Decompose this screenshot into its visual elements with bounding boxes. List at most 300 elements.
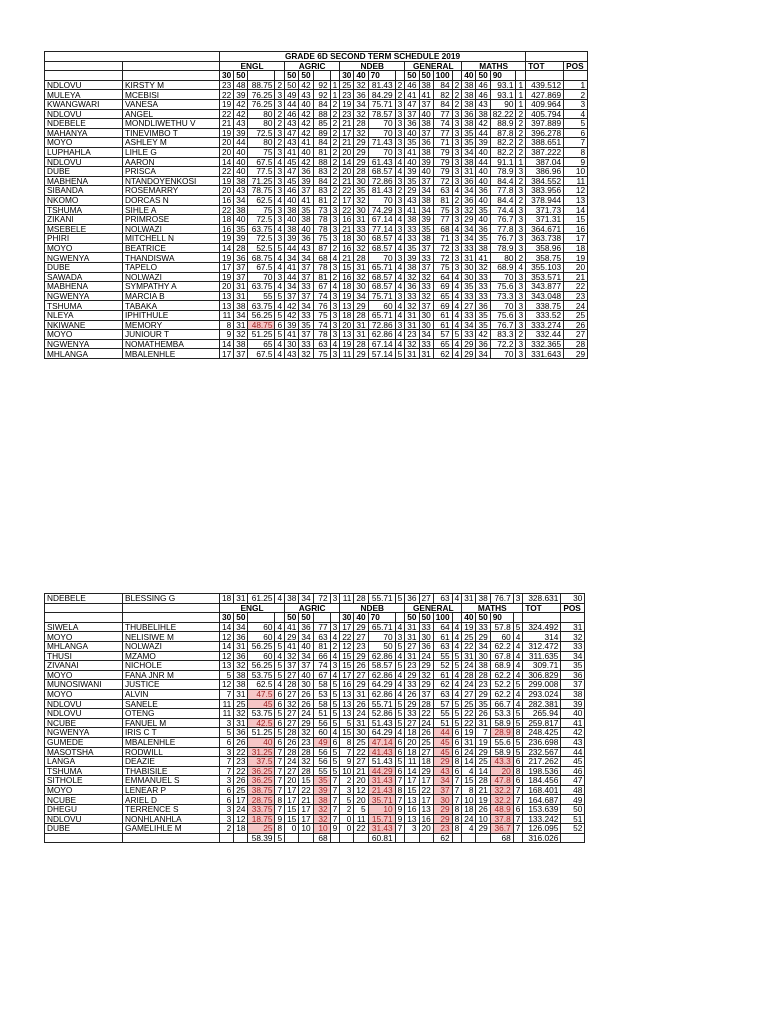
mark-cell: 3: [220, 776, 234, 786]
mark-cell: 37: [299, 272, 313, 282]
mark-cell: 31: [354, 215, 368, 225]
total-cell: 331.643: [526, 349, 564, 359]
position-cell: 18: [564, 243, 588, 253]
mark-cell: 25: [462, 699, 476, 709]
mark-cell: 0: [340, 814, 354, 824]
mark-cell: 88: [313, 157, 330, 167]
mark-cell: 31: [419, 349, 433, 359]
mark-cell: 27: [462, 301, 476, 311]
mark-cell: 75.71: [368, 99, 395, 109]
mark-cell: 4: [275, 622, 285, 632]
total-cell: 364.671: [526, 224, 564, 234]
mark-cell: 4: [452, 301, 462, 311]
tot-header: TOT: [523, 603, 561, 613]
mark-cell: 27: [419, 594, 433, 604]
mark-cell: 38: [299, 215, 313, 225]
surname-cell: NCUBE: [45, 795, 123, 805]
subject-header: NDEB: [340, 603, 405, 613]
spacer-cell: [45, 61, 123, 71]
mark-cell: 18: [234, 824, 248, 834]
total-cell: 293.024: [523, 689, 561, 699]
mark-cell: 62.5: [248, 195, 275, 205]
mark-cell: 4: [513, 651, 523, 661]
schedule-table-top: [44, 51, 588, 359]
subject-header: GENERAL: [405, 61, 462, 71]
mark-cell: 74: [433, 119, 452, 129]
position-cell: 34: [561, 651, 585, 661]
mark-cell: 31: [354, 718, 368, 728]
total-cell: 355.103: [526, 263, 564, 273]
mark-cell: 6: [330, 737, 340, 747]
mark-cell: 27: [285, 718, 299, 728]
max-mark-cell: 40: [462, 71, 476, 81]
mark-cell: 8: [452, 824, 462, 834]
table-row: [45, 147, 588, 157]
mark-cell: 3: [516, 301, 526, 311]
mark-cell: 63: [313, 339, 330, 349]
mark-cell: 44: [234, 138, 248, 148]
mark-cell: 48.9: [490, 805, 513, 815]
surname-cell: MOYO: [45, 670, 123, 680]
mark-cell: 4: [452, 632, 462, 642]
mark-cell: 6: [395, 747, 405, 757]
mark-cell: 3: [330, 291, 340, 301]
mark-cell: 5: [275, 311, 285, 321]
surname-cell: ZIVANAI: [45, 661, 123, 671]
mark-cell: 36: [476, 339, 490, 349]
mark-cell: 71.25: [248, 176, 275, 186]
max-mark-cell: 50: [419, 613, 433, 623]
position-cell: 51: [561, 814, 585, 824]
mark-cell: 36: [234, 632, 248, 642]
mark-cell: 30: [462, 272, 476, 282]
mark-cell: 25: [419, 737, 433, 747]
mark-cell: 40: [285, 215, 299, 225]
mark-cell: 22: [234, 766, 248, 776]
mark-cell: 60: [490, 632, 513, 642]
mark-cell: 4: [395, 272, 405, 282]
mark-cell: 6: [452, 766, 462, 776]
mark-cell: 40: [476, 195, 490, 205]
mark-cell: 39: [419, 215, 433, 225]
position-cell: 23: [564, 291, 588, 301]
table-row: [45, 824, 585, 834]
mark-cell: 2: [516, 119, 526, 129]
mark-cell: 17: [340, 195, 354, 205]
mark-cell: 5: [275, 641, 285, 651]
mark-cell: 47: [285, 167, 299, 177]
mark-cell: 50: [368, 641, 395, 651]
total-cell: 363.738: [526, 234, 564, 244]
mark-cell: 51.43: [368, 718, 395, 728]
first-name-cell: MONDLIWETHU V: [123, 119, 220, 129]
mark-cell: 81: [313, 147, 330, 157]
first-name-cell: SYMPATHY A: [123, 282, 220, 292]
position-cell: 9: [564, 157, 588, 167]
first-name-cell: PRIMROSE: [123, 215, 220, 225]
mark-cell: 34: [354, 99, 368, 109]
position-cell: 45: [561, 757, 585, 767]
mark-cell: 21: [340, 119, 354, 129]
max-mark-cell: [248, 71, 275, 81]
mark-cell: 41: [405, 90, 419, 100]
mark-cell: 14: [340, 157, 354, 167]
mark-cell: 41: [419, 90, 433, 100]
mark-cell: 22: [220, 90, 234, 100]
surname-cell: NCUBE: [45, 718, 123, 728]
mark-cell: 28: [462, 670, 476, 680]
mark-cell: 34: [419, 330, 433, 340]
mark-cell: 3: [330, 215, 340, 225]
position-cell: 50: [561, 805, 585, 815]
mark-cell: 38: [419, 234, 433, 244]
mark-cell: 40: [234, 167, 248, 177]
first-name-cell: DEAZIE: [123, 757, 220, 767]
mark-cell: 31: [234, 689, 248, 699]
mark-cell: 7: [330, 795, 340, 805]
subject-header-row: [45, 603, 585, 613]
max-mark-cell: 30: [220, 71, 234, 81]
mark-cell: 7: [220, 757, 234, 767]
mark-cell: 71: [433, 138, 452, 148]
mark-cell: 6: [275, 737, 285, 747]
mark-cell: 4: [395, 234, 405, 244]
mark-cell: 34: [419, 205, 433, 215]
subject-header-row: [45, 61, 588, 71]
mark-cell: 43: [433, 766, 452, 776]
mark-cell: 3: [452, 253, 462, 263]
mark-cell: 16: [340, 215, 354, 225]
mark-cell: 20: [220, 186, 234, 196]
mark-cell: 33: [405, 680, 419, 690]
mark-cell: 32: [405, 301, 419, 311]
mark-cell: 76.7: [490, 594, 513, 604]
mark-cell: 38: [476, 594, 490, 604]
mark-cell: 40: [419, 167, 433, 177]
surname-cell: MOYO: [45, 243, 123, 253]
position-cell: 30: [561, 594, 585, 604]
mark-cell: 19: [220, 272, 234, 282]
table-row: [45, 747, 585, 757]
mark-cell: 32: [313, 814, 330, 824]
mark-cell: 2: [452, 80, 462, 90]
mark-cell: 71: [433, 234, 452, 244]
mark-cell: 24: [234, 805, 248, 815]
total-cell: 198.536: [523, 766, 561, 776]
mark-cell: 4: [395, 215, 405, 225]
mark-cell: 7: [330, 805, 340, 815]
mark-cell: 83: [313, 167, 330, 177]
mark-cell: 55.6: [490, 737, 513, 747]
mark-cell: 62: [433, 833, 452, 843]
first-name-cell: JUSTICE: [123, 680, 220, 690]
mark-cell: 14: [220, 243, 234, 253]
mark-cell: 4: [275, 680, 285, 690]
mark-cell: 37.5: [248, 757, 275, 767]
mark-cell: 42: [285, 311, 299, 321]
mark-cell: 32: [299, 757, 313, 767]
table-row: [45, 776, 585, 786]
mark-cell: 32: [405, 339, 419, 349]
mark-cell: 32: [313, 805, 330, 815]
mark-cell: 34: [234, 195, 248, 205]
mark-cell: 2: [330, 147, 340, 157]
mark-cell: 26: [354, 661, 368, 671]
position-cell: 29: [564, 349, 588, 359]
table-row: [45, 594, 585, 604]
mark-cell: 36: [462, 195, 476, 205]
mark-cell: 32: [285, 651, 299, 661]
mark-cell: 41: [285, 641, 299, 651]
mark-cell: 5: [330, 718, 340, 728]
max-mark-cell: 40: [462, 613, 476, 623]
mark-cell: 3: [513, 594, 523, 604]
mark-cell: 7: [275, 785, 285, 795]
table-row: [45, 282, 588, 292]
mark-cell: 33: [354, 224, 368, 234]
mark-cell: 8: [452, 757, 462, 767]
mark-cell: 35: [299, 205, 313, 215]
mark-cell: 65: [433, 291, 452, 301]
mark-cell: 20: [490, 766, 513, 776]
mark-cell: 37: [419, 243, 433, 253]
mark-cell: 3: [275, 90, 285, 100]
spacer-cell: [564, 71, 588, 81]
mark-cell: 3: [452, 243, 462, 253]
subject-header: ENGL: [220, 61, 285, 71]
surname-cell: [45, 833, 123, 843]
mark-cell: 57: [433, 330, 452, 340]
mark-cell: 31: [405, 651, 419, 661]
mark-cell: 45: [433, 747, 452, 757]
mark-cell: 20: [220, 138, 234, 148]
max-mark-cell: 90: [490, 613, 513, 623]
mark-cell: 79: [433, 147, 452, 157]
mark-cell: 2: [275, 119, 285, 129]
mark-cell: 31: [405, 632, 419, 642]
surname-cell: THUSI: [45, 651, 123, 661]
position-cell: 43: [561, 737, 585, 747]
first-name-cell: KIRSTY M: [123, 80, 220, 90]
mark-cell: 27: [354, 757, 368, 767]
mark-cell: 2: [330, 128, 340, 138]
position-cell: 12: [564, 186, 588, 196]
mark-cell: 68.75: [248, 253, 275, 263]
mark-cell: 39: [234, 234, 248, 244]
surname-cell: MABHENA: [45, 176, 123, 186]
mark-cell: 23: [476, 680, 490, 690]
mark-cell: 7: [330, 785, 340, 795]
mark-cell: 62.5: [248, 680, 275, 690]
position-cell: 48: [561, 785, 585, 795]
mark-cell: 11: [220, 311, 234, 321]
mark-cell: 15.71: [368, 814, 395, 824]
mark-cell: 4: [330, 339, 340, 349]
mark-cell: 62.2: [490, 641, 513, 651]
mark-cell: 35: [476, 311, 490, 321]
position-cell: 27: [564, 330, 588, 340]
mark-cell: 7: [275, 766, 285, 776]
mark-cell: 42: [285, 301, 299, 311]
total-cell: 343.048: [526, 291, 564, 301]
mark-cell: 31: [354, 330, 368, 340]
first-name-cell: THUBELIHLE: [123, 622, 220, 632]
mark-cell: 51: [433, 718, 452, 728]
mark-cell: 5: [275, 833, 285, 843]
mark-cell: 13: [340, 709, 354, 719]
mark-cell: 40: [234, 157, 248, 167]
mark-cell: [405, 833, 419, 843]
mark-cell: 26: [419, 728, 433, 738]
mark-cell: 32: [354, 243, 368, 253]
mark-cell: 52.86: [368, 709, 395, 719]
mark-cell: 3: [452, 234, 462, 244]
mark-cell: 38: [462, 80, 476, 90]
mark-cell: 43: [285, 138, 299, 148]
max-mark-cell: 50: [419, 71, 433, 81]
subject-header: GENERAL: [405, 603, 462, 613]
mark-cell: 63: [433, 689, 452, 699]
position-cell: 6: [564, 128, 588, 138]
mark-cell: 34: [462, 147, 476, 157]
mark-cell: 3: [330, 661, 340, 671]
mark-cell: 4: [462, 824, 476, 834]
mark-cell: 3: [330, 234, 340, 244]
mark-cell: 43: [285, 119, 299, 129]
mark-cell: 2: [275, 109, 285, 119]
mark-cell: 36: [419, 641, 433, 651]
mark-cell: 20: [354, 776, 368, 786]
mark-cell: 21: [340, 224, 354, 234]
position-cell: 52: [561, 824, 585, 834]
mark-cell: 4: [395, 263, 405, 273]
mark-cell: 37: [419, 99, 433, 109]
spacer-cell: [123, 613, 220, 623]
mark-cell: 19: [340, 339, 354, 349]
mark-cell: 37: [405, 109, 419, 119]
mark-cell: 5: [395, 699, 405, 709]
surname-cell: GUMEDE: [45, 737, 123, 747]
mark-cell: 15: [340, 728, 354, 738]
table-row: [45, 680, 585, 690]
mark-cell: 44: [433, 728, 452, 738]
mark-cell: 31: [462, 651, 476, 661]
mark-cell: 42: [299, 119, 313, 129]
mark-cell: 4: [452, 349, 462, 359]
mark-cell: 35: [462, 128, 476, 138]
mark-cell: 43: [476, 99, 490, 109]
position-cell: 40: [561, 709, 585, 719]
mark-cell: 3: [330, 594, 340, 604]
mark-cell: 62.86: [368, 651, 395, 661]
mark-cell: 30: [285, 339, 299, 349]
position-cell: 25: [564, 311, 588, 321]
mark-cell: 3: [330, 224, 340, 234]
mark-cell: 6: [275, 699, 285, 709]
mark-cell: 20: [340, 167, 354, 177]
surname-cell: TSHUMA: [45, 301, 123, 311]
mark-cell: 5: [452, 661, 462, 671]
surname-cell: TSHUMA: [45, 205, 123, 215]
mark-cell: 17: [340, 128, 354, 138]
mark-cell: 56.25: [248, 311, 275, 321]
mark-cell: 47.8: [490, 776, 513, 786]
mark-cell: 13: [340, 301, 354, 311]
total-cell: 371.73: [526, 205, 564, 215]
mark-cell: 27: [285, 709, 299, 719]
mark-cell: 27: [405, 641, 419, 651]
mark-cell: 33: [476, 272, 490, 282]
mark-cell: 29: [405, 699, 419, 709]
mark-cell: 30: [354, 176, 368, 186]
mark-cell: 93.1: [490, 80, 516, 90]
mark-cell: 31: [462, 253, 476, 263]
mark-cell: 4: [330, 282, 340, 292]
pos-header: POS: [564, 61, 588, 71]
table-row: [45, 339, 588, 349]
surname-cell: NDLOVU: [45, 699, 123, 709]
mark-cell: 81: [313, 641, 330, 651]
table-row: [45, 311, 588, 321]
mark-cell: 19: [462, 622, 476, 632]
mark-cell: 78.9: [490, 167, 516, 177]
surname-cell: KWANGWARI: [45, 99, 123, 109]
mark-cell: 31: [476, 718, 490, 728]
mark-cell: 19: [476, 795, 490, 805]
mark-cell: 17: [340, 622, 354, 632]
first-name-cell: LENEAR P: [123, 785, 220, 795]
mark-cell: 7: [220, 689, 234, 699]
mark-cell: 28.9: [490, 728, 513, 738]
mark-cell: 14: [462, 757, 476, 767]
mark-cell: 45: [433, 737, 452, 747]
mark-cell: 5: [395, 757, 405, 767]
mark-cell: 37: [299, 291, 313, 301]
mark-cell: 32: [234, 661, 248, 671]
mark-cell: 70: [368, 128, 395, 138]
table-row: [45, 661, 585, 671]
mark-cell: 32: [476, 263, 490, 273]
mark-cell: 29: [354, 147, 368, 157]
mark-cell: 38: [234, 680, 248, 690]
mark-cell: 31.25: [248, 747, 275, 757]
title-row: [45, 52, 588, 62]
mark-cell: 39: [405, 167, 419, 177]
max-mark-cell: 50: [299, 613, 313, 623]
mark-cell: 15: [405, 785, 419, 795]
mark-cell: 19: [220, 128, 234, 138]
spacer-cell: [275, 613, 285, 623]
mark-cell: 56.25: [248, 641, 275, 651]
mark-cell: 20: [340, 320, 354, 330]
mark-cell: 35: [419, 224, 433, 234]
total-cell: 343.877: [526, 282, 564, 292]
mark-cell: 34: [299, 301, 313, 311]
mark-cell: 1: [516, 99, 526, 109]
position-cell: 38: [561, 689, 585, 699]
mark-cell: 3: [452, 176, 462, 186]
first-name-cell: IPHITHULE: [123, 311, 220, 321]
mark-cell: 14: [405, 766, 419, 776]
mark-cell: 32: [354, 109, 368, 119]
surname-cell: MOYO: [45, 330, 123, 340]
mark-cell: 4: [275, 339, 285, 349]
spacer-cell: [45, 613, 123, 623]
mark-cell: 31: [354, 689, 368, 699]
mark-cell: 78.75: [248, 186, 275, 196]
mark-cell: 4: [395, 243, 405, 253]
mark-cell: 68: [313, 253, 330, 263]
